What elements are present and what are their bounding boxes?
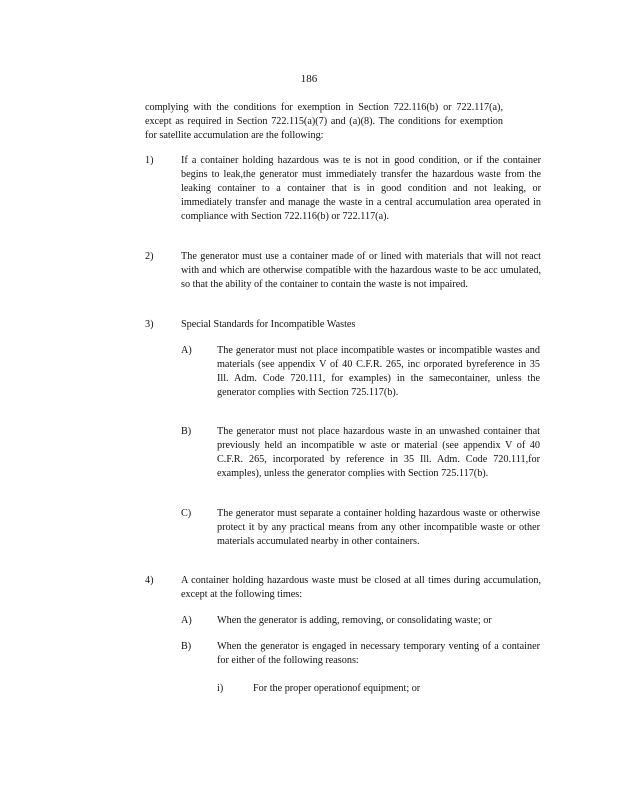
item-number: 2) — [145, 251, 154, 262]
subitem-text: When the generator is adding, removing, or consolidating waste; or — [217, 615, 492, 626]
item-number: 3) — [145, 319, 154, 330]
item-number: 1) — [145, 155, 154, 166]
item-text: If a container holding hazardous was te is not in good condition, or if the container begins to leak,the generator must immediately transfer the hazardous waste from the leaking container to a container that is in good condition and not leaking, or immediately transfer and manage the waste in a central accumulation area operated in compliance with Section 722.116(b) or 722.117(a). — [181, 155, 541, 222]
intro-paragraph: complying with the conditions for exemption in Section 722.116(b) or 722.117(a), except as required in Section 722.115(a)(7) and (a)(8). The conditions for exemption for satellite accumulation are the following: — [145, 102, 503, 141]
subitem-text: The generator must separate a container holding hazardous waste or otherwise protect it by any practical means from any other incompatible waste or other materials accumulated nearby in other containers. — [217, 508, 540, 547]
subitem-number: A) — [181, 615, 192, 626]
subsubitem-text: For the proper operationof equipment; or — [253, 683, 421, 694]
item-heading: Special Standards for Incompatible Wastes — [181, 319, 356, 330]
subitem-number: B) — [181, 641, 192, 652]
subitem-text: When the generator is engaged in necessary temporary venting of a container for either of the following reasons: — [217, 641, 540, 666]
subitem-number: C) — [181, 508, 192, 519]
item-text: A container holding hazardous waste must be closed at all times during accumulation, except at the following times: — [181, 575, 541, 600]
subitem-number: A) — [181, 345, 192, 356]
subitem-text: The generator must not place hazardous waste in an unwashed container that previously held an incompatible w aste or material (see appendix V of 40 C.F.R. 265, incorporated by reference in 35 Ill. Adm. Code 720.111,for examples), unless the generator complies with Section 725.117(b). — [217, 426, 540, 479]
page-number: 186 — [300, 73, 318, 85]
item-text: The generator must use a container made of or lined with materials that will not react with and which are otherwise compatible with the hazardous waste to be acc umulated, so that the ability of the container to contain the waste is not impaired. — [181, 251, 541, 290]
subsubitem-number: i) — [217, 683, 224, 694]
subitem-number: B) — [181, 426, 192, 437]
item-number: 4) — [145, 575, 154, 586]
subitem-text: The generator must not place incompatible wastes or incompatible wastes and materials (see appendix V of 40 C.F.R. 265, inc orporated byreference in 35 Ill. Adm. Code 720.111, for examples) in the samecontainer, unless the generator complies with Section 725.117(b). — [217, 345, 540, 398]
